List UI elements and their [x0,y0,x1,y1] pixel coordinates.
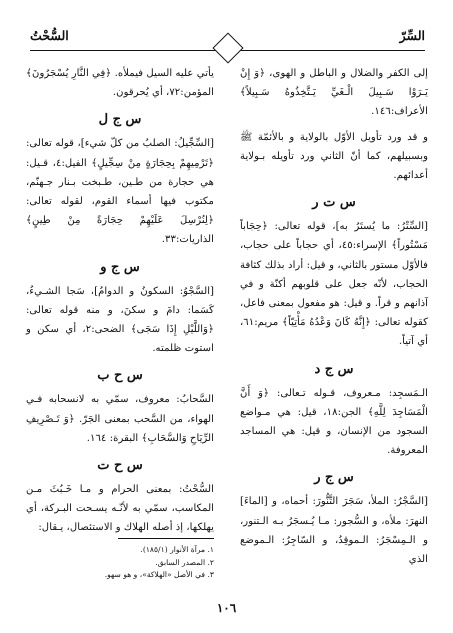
left-column [26,64,214,538]
paragraph: و قد ورد تأويل الأوّل بالولاية و بالأئمّة ﷺ وبسبيلهم، كما أنّ الثاني ورد تأويله بـولاية أعدائهم. [240,131,428,182]
paragraph: [السَّجْرُ: الملأ، سَجَرَ التَّنُّورَ: أحماه، و [الماءَ] النهرَ: ملأه، و السُّجور: مـا يُـسجَرُ بـه الـتنور، و الـمِسْجَرُ: الـموقِدُ، و السّاجِرُ: الـموضع الذي [240,496,428,566]
paragraph: يأتي عليه السيل فيملأه. ﴿فِي النَّارِ يُسْجَرُونَ﴾ المؤمن:٧٢، أي يُحرقون. [26,68,214,99]
footnote-rule [118,538,214,539]
entry-heading: س ح ت [97,458,143,474]
header-right-title: السِّرّ [399,28,425,43]
paragraph: [السِّجِّيلُ: الصلبُ من كلّ شيء]، قوله تعالى: ﴿تَرْمِيهِمْ بِحِجَارَةٍ مِنْ سِجِّيلٍ﴾ الفيل:٤، قـيل: هي حجارة من طـين، طـبخت بـنار جـهنّم، مكتوب فيها أسماء القوم، لقوله تعالى: ﴿لِنُرْسِلَ عَلَيْهِمْ حِجَارَةً مِنْ طِينٍ﴾ الذاريات:٣٣. [26,138,214,246]
paragraph: السَّحابُ: معروف، سمّي به لانسحابه فـي الهواء، من السَّحب بمعنى الجَرّ. ﴿وَ تَـصْرِيفِ الرِّيَاحِ وَالسَّحَابِ﴾ البقرة: ١٦٤. [26,394,214,444]
paragraph: [السِّتْرُ: ما يُستَرُ به]، قوله تعالى: ﴿حِجَاباً مَسْتُوراً﴾ الإسراء:٤٥، أي حجاباً على حجاب، فالأوّل مستور بالثاني، و قيل: أراد بذلك كثافة الحجاب، لأنّه جعل على قلوبهم أكنّة و في آذانهم و قراً. و قيل: هو مفعول بمعنى فاعل، كقوله تعالى: ﴿إِنَّهُ كَانَ وَعْدُهُ مَأْتِيّاً﴾ مريم:٦١، أي آتياً. [240,221,428,348]
page-number: ١٠٦ [216,601,237,615]
entry-heading: س ج ر [314,470,354,486]
right-column [240,64,428,569]
paragraph: إلى الكفر والضلال و الباطل و الهوى، ﴿وَ إِنْ يَـرَوْا سَـبِيلَ الْـغَيِّ يَـتَّخِذُوهُ سَـبِيلاً﴾ الأعراف:١٤٦. [240,68,428,118]
header-left-title: السُّحْتُ [30,28,69,43]
entry-heading: س ج و [100,259,140,275]
entry-heading: س ج د [314,361,354,377]
entry-heading: س ح ب [97,368,143,384]
paragraph: [السَّجْوُ: السكونُ و الدوامُ]، سَجا الشـيءُ، كَسَما: دامَ و سكنَ، و منه قوله تعالى: ﴿وَاللَّيْلِ إِذَا سَجَى﴾ الضحى:٢، أي سكن و استوت ظلمته. [26,285,214,355]
paragraph: السُّحْتُ: بمعنى الحرام و مـا خَـبُثَ مـن المكاسب، سمّي به لأنّـه يسـحت البـركة، أي يهلكها، إذ أصله الهلاك و الاستئصال، يـقال: [26,484,214,534]
running-header [30,28,425,56]
diamond-ornament-icon [212,32,243,63]
footnote: ٢. المصدر السابق. [155,557,214,567]
entry-heading: س ج ل [98,112,142,128]
footnotes [26,538,214,582]
paragraph: الـمَسجِد: مـعروف، قـوله تـعالى: ﴿وَ أَنَّ الْمَسَاجِدَ لِلَّهِ﴾ الجن:١٨، قيل: هي مـواضع السجود من الإنسان، و قيل: هي المساجد المعروفة. [240,387,428,457]
footnote: ١. مرآة الأنوار (١٨٥/١). [140,545,214,554]
footnote: ٣. في الأصل «الهلاكة»، و هو سهو. [104,570,214,579]
entry-heading: س ت ر [312,195,356,211]
